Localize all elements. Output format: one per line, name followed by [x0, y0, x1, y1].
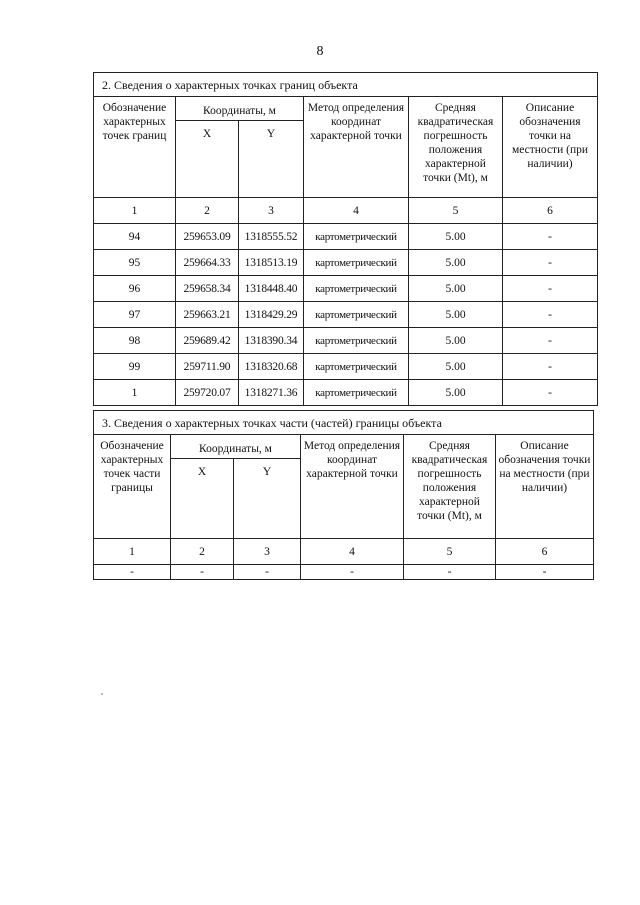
coord-y: -	[234, 565, 301, 580]
table-row	[94, 302, 598, 328]
table-row	[94, 565, 594, 580]
point-id: -	[94, 565, 171, 580]
column-numbers-row	[94, 539, 594, 565]
column-number: 4	[304, 198, 409, 224]
coord-x: -	[171, 565, 234, 580]
method: картометрический	[304, 380, 409, 406]
description: -	[503, 328, 598, 354]
coord-y: 1318320.68	[239, 354, 304, 380]
column-number: 5	[404, 539, 496, 565]
coord-y: 1318271.36	[239, 380, 304, 406]
header-coordinates: Координаты, м	[171, 435, 301, 459]
header-designation: Обозначение характерных точек части границы	[94, 435, 171, 539]
header-description: Описание обозначения точки на местности (при наличии)	[496, 435, 594, 539]
description: -	[496, 565, 594, 580]
coord-x: 259720.07	[176, 380, 239, 406]
page-number: 8	[316, 44, 324, 59]
header-y: Y	[239, 121, 304, 198]
coord-y: 1318390.34	[239, 328, 304, 354]
error: -	[404, 565, 496, 580]
point-id: 96	[94, 276, 176, 302]
coord-x: 259711.90	[176, 354, 239, 380]
coord-y: 1318555.52	[239, 224, 304, 250]
header-x: X	[171, 459, 234, 539]
column-number: 4	[301, 539, 404, 565]
column-numbers-row	[94, 198, 598, 224]
table-row	[94, 328, 598, 354]
header-coordinates: Координаты, м	[176, 97, 304, 121]
point-id: 99	[94, 354, 176, 380]
error: 5.00	[409, 302, 503, 328]
description: -	[503, 276, 598, 302]
table-row	[94, 276, 598, 302]
column-number: 3	[239, 198, 304, 224]
boundary-part-points-table	[93, 410, 594, 580]
header-error: Средняя квадратическая погрешность положения характерной точки (Mt), м	[409, 97, 503, 198]
column-number: 2	[176, 198, 239, 224]
section-title: 2. Сведения о характерных точках границ объекта	[94, 73, 598, 97]
description: -	[503, 302, 598, 328]
method: картометрический	[304, 328, 409, 354]
coord-x: 259664.33	[176, 250, 239, 276]
point-id: 1	[94, 380, 176, 406]
section-title: 3. Сведения о характерных точках части (частей) границы объекта	[94, 411, 594, 435]
error: 5.00	[409, 354, 503, 380]
boundary-points-table	[93, 72, 598, 406]
column-number: 6	[496, 539, 594, 565]
error: 5.00	[409, 250, 503, 276]
header-designation: Обозначение характерных точек границ	[94, 97, 176, 198]
coord-y: 1318429.29	[239, 302, 304, 328]
error: 5.00	[409, 276, 503, 302]
description: -	[503, 380, 598, 406]
header-method: Метод определения координат характерной точки	[304, 97, 409, 198]
table-row	[94, 250, 598, 276]
column-number: 2	[171, 539, 234, 565]
point-id: 95	[94, 250, 176, 276]
coord-x: 259658.34	[176, 276, 239, 302]
description: -	[503, 224, 598, 250]
point-id: 98	[94, 328, 176, 354]
scan-speck	[101, 693, 103, 695]
method: картометрический	[304, 250, 409, 276]
error: 5.00	[409, 328, 503, 354]
method: картометрический	[304, 276, 409, 302]
coord-y: 1318513.19	[239, 250, 304, 276]
method: -	[301, 565, 404, 580]
column-number: 5	[409, 198, 503, 224]
coord-x: 259663.21	[176, 302, 239, 328]
header-description: Описание обозначения точки на местности (при наличии)	[503, 97, 598, 198]
error: 5.00	[409, 224, 503, 250]
method: картометрический	[304, 354, 409, 380]
table-row	[94, 224, 598, 250]
description: -	[503, 354, 598, 380]
coord-x: 259689.42	[176, 328, 239, 354]
point-id: 94	[94, 224, 176, 250]
coord-y: 1318448.40	[239, 276, 304, 302]
method: картометрический	[304, 302, 409, 328]
method: картометрический	[304, 224, 409, 250]
point-id: 97	[94, 302, 176, 328]
column-number: 3	[234, 539, 301, 565]
column-number: 1	[94, 198, 176, 224]
description: -	[503, 250, 598, 276]
column-number: 6	[503, 198, 598, 224]
header-y: Y	[234, 459, 301, 539]
error: 5.00	[409, 380, 503, 406]
table-row	[94, 354, 598, 380]
header-method: Метод определения координат характерной точки	[301, 435, 404, 539]
coord-x: 259653.09	[176, 224, 239, 250]
table-row	[94, 380, 598, 406]
column-number: 1	[94, 539, 171, 565]
header-x: X	[176, 121, 239, 198]
header-error: Средняя квадратическая погрешность положения характерной точки (Mt), м	[404, 435, 496, 539]
